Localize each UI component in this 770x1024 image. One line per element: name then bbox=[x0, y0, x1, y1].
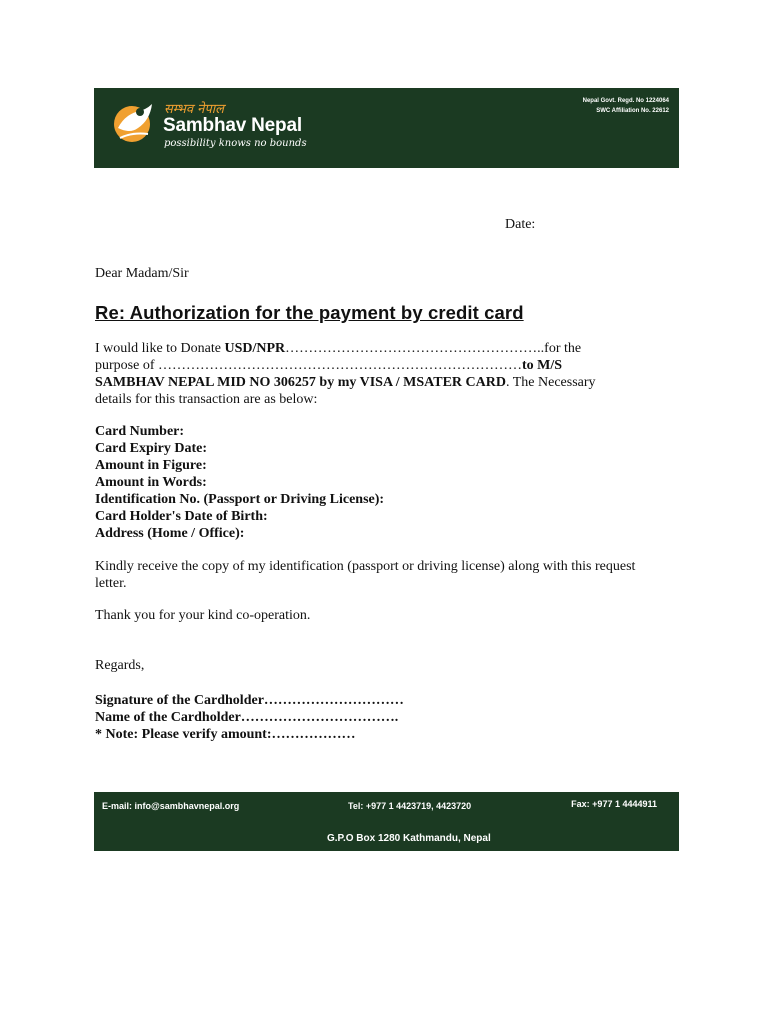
intro-line-1 bbox=[95, 340, 665, 357]
field-holder-dob: Card Holder's Date of Birth: bbox=[95, 509, 268, 524]
field-address: Address (Home / Office): bbox=[95, 526, 245, 541]
thanks-line: Thank you for your kind co-operation. bbox=[95, 608, 311, 623]
card-details-list bbox=[95, 423, 384, 542]
sambhav-logo-icon bbox=[110, 98, 158, 146]
merchant-id: SAMBHAV NEPAL MID NO 306257 by my VISA / MSATER CARD bbox=[95, 375, 506, 390]
verify-amount-note: * Note: Please verify amount:……………… bbox=[95, 727, 356, 742]
field-identification: Identification No. (Passport or Driving License): bbox=[95, 492, 385, 507]
intro-continuation: . The Necessary bbox=[505, 375, 596, 390]
footer-email: E-mail: info@sambhavnepal.org bbox=[102, 801, 240, 811]
logo-name: Sambhav Nepal bbox=[163, 115, 302, 136]
salutation: Dear Madam/Sir bbox=[95, 266, 189, 281]
subject-line: Re: Authorization for the payment by credit card bbox=[95, 302, 524, 323]
date-label: Date: bbox=[505, 217, 536, 232]
amount-blank: ………………………………………………..for the bbox=[285, 341, 582, 356]
letterhead-banner bbox=[94, 88, 679, 168]
payee-prefix: to M/S bbox=[522, 358, 563, 373]
currency-label: USD/NPR bbox=[224, 341, 286, 356]
logo-tagline: possibility knows no bounds bbox=[164, 138, 307, 149]
footer-banner bbox=[94, 792, 679, 851]
intro-line-3 bbox=[95, 374, 665, 391]
logo-native-text: सम्भव नेपाल bbox=[164, 102, 224, 117]
intro-line-4 bbox=[95, 391, 665, 408]
intro-line-2 bbox=[95, 357, 665, 374]
footer-fax: Fax: +977 1 4444911 bbox=[571, 799, 657, 809]
footer-telephone: Tel: +977 1 4423719, 4423720 bbox=[348, 801, 472, 811]
intro-text: I would like to Donate bbox=[95, 341, 225, 356]
intro-paragraph bbox=[95, 340, 665, 408]
affiliation-number: SWC Affiliation No. 22612 bbox=[596, 108, 669, 114]
details-lead: details for this transaction are as below: bbox=[95, 392, 318, 407]
signature-line: Signature of the Cardholder………………………… bbox=[95, 693, 404, 708]
field-card-expiry: Card Expiry Date: bbox=[95, 441, 207, 456]
signature-block bbox=[95, 692, 404, 743]
field-amount-words: Amount in Words: bbox=[95, 475, 207, 490]
field-card-number: Card Number: bbox=[95, 424, 185, 439]
closing: Regards, bbox=[95, 658, 145, 673]
registration-number: Nepal Govt. Regd. No 1224064 bbox=[582, 98, 669, 104]
footer-address: G.P.O Box 1280 Kathmandu, Nepal bbox=[327, 833, 491, 844]
cardholder-name-line: Name of the Cardholder……………………………. bbox=[95, 710, 399, 725]
purpose-blank: purpose of …………………………………………………………………… bbox=[95, 358, 522, 373]
field-amount-figure: Amount in Figure: bbox=[95, 458, 207, 473]
identification-paragraph: Kindly receive the copy of my identification (passport or driving license) along with this request letter. bbox=[95, 559, 636, 591]
